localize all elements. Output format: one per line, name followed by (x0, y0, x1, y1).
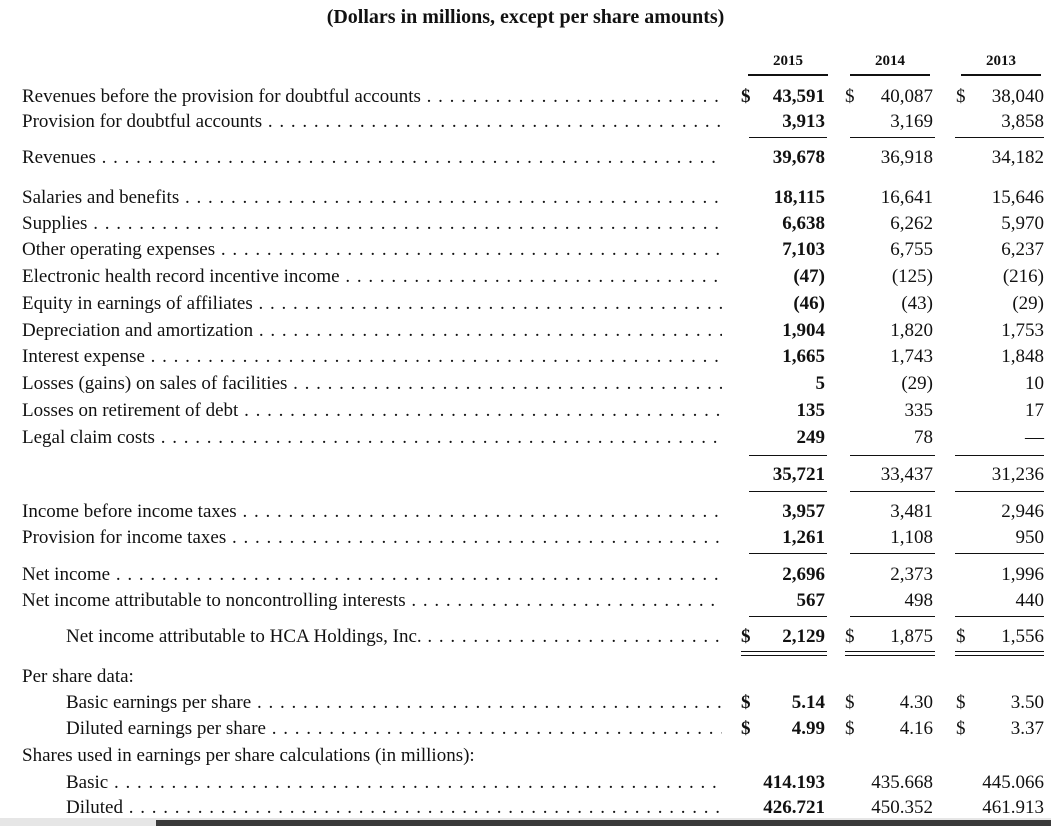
value-2013: 1,753 (1001, 320, 1044, 341)
row-basic-eps (22, 690, 1044, 715)
column-header-2013: 2013 (961, 52, 1041, 76)
row-label: Net income attributable to HCA Holdings, Inc. . . . (66, 624, 722, 649)
value-2014: 1,743 (890, 346, 933, 367)
value-2015: 43,591 (772, 86, 825, 107)
currency-symbol: $ (956, 86, 966, 107)
value-2015: 2,129 (782, 626, 825, 647)
value-2015: 249 (796, 427, 825, 448)
underline (850, 491, 935, 492)
underline (749, 491, 827, 492)
value-2014: 36,918 (880, 147, 933, 168)
double-underline (741, 651, 827, 656)
column-header-2014: 2014 (850, 52, 930, 76)
underline (850, 616, 935, 617)
value-2013: 2,946 (1001, 501, 1044, 522)
row-provision-income-taxes (22, 525, 1044, 550)
value-2013: 440 (1015, 590, 1044, 611)
column-header-2015: 2015 (748, 52, 828, 76)
row-label: Basic . . . (66, 770, 722, 795)
row-supplies (22, 211, 1044, 236)
value-2013: 6,237 (1001, 239, 1044, 260)
row-equity-in-earnings (22, 291, 1044, 316)
row-losses-retirement-debt (22, 398, 1044, 423)
row-provision-doubtful-accounts (22, 109, 1044, 134)
row-label: Net income . . . (22, 562, 722, 587)
currency-symbol: $ (741, 692, 751, 713)
value-2015: 7,103 (782, 239, 825, 260)
value-2013: 3,858 (1001, 111, 1044, 132)
row-shares-heading (22, 743, 1044, 768)
value-2014: (125) (891, 266, 933, 287)
row-revenues (22, 145, 1044, 170)
row-label: Legal claim costs . . . (22, 425, 722, 450)
value-2014: 6,262 (890, 213, 933, 234)
value-2014: 3,481 (890, 501, 933, 522)
underline (749, 137, 827, 138)
currency-symbol: $ (845, 718, 855, 739)
row-shares-diluted (22, 795, 1044, 820)
row-net-income (22, 562, 1044, 587)
row-per-share-heading (22, 664, 1044, 689)
underline (850, 553, 935, 554)
row-label: Per share data: (22, 666, 134, 687)
underline (955, 455, 1044, 456)
row-net-income-hca (22, 624, 1044, 649)
row-losses-gains-facilities (22, 371, 1044, 396)
row-label: Losses on retirement of debt . . . (22, 398, 722, 423)
value-2014: 78 (914, 427, 933, 448)
underline (749, 616, 827, 617)
currency-symbol: $ (956, 626, 966, 647)
row-legal-claim-costs (22, 425, 1044, 450)
underline (749, 553, 827, 554)
value-2014: 3,169 (890, 111, 933, 132)
row-label: Diluted . . . (66, 795, 722, 820)
underline (749, 455, 827, 456)
value-2013: 17 (1025, 400, 1044, 421)
value-2015: 567 (796, 590, 825, 611)
value-2013: 10 (1025, 373, 1044, 394)
value-2015: 135 (796, 400, 825, 421)
value-2013: 15,646 (991, 187, 1044, 208)
row-label: Basic earnings per share . . . (66, 690, 722, 715)
value-2014: 435.668 (871, 772, 933, 793)
value-2015: (47) (793, 266, 825, 287)
currency-symbol: $ (845, 626, 855, 647)
currency-symbol: $ (845, 86, 855, 107)
value-2014: 1,108 (890, 527, 933, 548)
value-2013: (29) (1012, 293, 1044, 314)
value-2014: 1,875 (890, 626, 933, 647)
double-underline (955, 651, 1044, 656)
row-label: Income before income taxes . . . (22, 499, 722, 524)
row-total-expenses (22, 462, 1044, 487)
page-title: (Dollars in millions, except per share amounts) (326, 6, 725, 28)
row-label: Shares used in earnings per share calculations (in millions): (22, 745, 475, 766)
value-2015: 6,638 (782, 213, 825, 234)
underline (955, 137, 1044, 138)
value-2013: 5,970 (1001, 213, 1044, 234)
value-2013: 38,040 (991, 86, 1044, 107)
row-label: Provision for doubtful accounts . . . (22, 109, 722, 134)
value-2014: 6,755 (890, 239, 933, 260)
value-2015: 39,678 (772, 147, 825, 168)
row-label: Losses (gains) on sales of facilities . . . (22, 371, 722, 396)
value-2013: 445.066 (982, 772, 1044, 793)
value-2014: 4.16 (899, 718, 933, 739)
row-label: Diluted earnings per share . . . (66, 716, 722, 741)
value-2015: 426.721 (763, 797, 825, 818)
row-revenues-before-provision (22, 84, 1044, 109)
row-income-before-taxes (22, 499, 1044, 524)
row-label: Electronic health record incentive income . . . (22, 264, 722, 289)
value-2013: (216) (1002, 266, 1044, 287)
row-salaries-benefits (22, 185, 1044, 210)
value-2015: 3,913 (782, 111, 825, 132)
value-2014: (29) (901, 373, 933, 394)
horizontal-scrollbar-thumb[interactable] (156, 820, 1051, 826)
underline (850, 137, 935, 138)
value-2014: 1,820 (890, 320, 933, 341)
value-2013: — (1025, 427, 1044, 448)
row-label: Supplies . . . (22, 211, 722, 236)
value-2015: 4.99 (791, 718, 825, 739)
value-2013: 3.50 (1010, 692, 1044, 713)
value-2013: 1,848 (1001, 346, 1044, 367)
currency-symbol: $ (956, 718, 966, 739)
value-2014: 40,087 (880, 86, 933, 107)
underline (955, 553, 1044, 554)
value-2015: 1,904 (782, 320, 825, 341)
row-label: Revenues . . . (22, 145, 722, 170)
row-other-operating-expenses (22, 237, 1044, 262)
value-2014: (43) (901, 293, 933, 314)
row-label: Depreciation and amortization . . . (22, 318, 722, 343)
value-2015: 1,665 (782, 346, 825, 367)
row-depreciation (22, 318, 1044, 343)
row-label: Equity in earnings of affiliates . . . (22, 291, 722, 316)
value-2014: 16,641 (880, 187, 933, 208)
value-2015: 414.193 (763, 772, 825, 793)
value-2014: 335 (904, 400, 933, 421)
underline (955, 616, 1044, 617)
currency-symbol: $ (741, 86, 751, 107)
currency-symbol: $ (741, 718, 751, 739)
row-label: Salaries and benefits . . . (22, 185, 722, 210)
row-label: Other operating expenses . . . (22, 237, 722, 262)
row-shares-basic (22, 770, 1044, 795)
row-interest-expense (22, 344, 1044, 369)
row-label: Interest expense . . . (22, 344, 722, 369)
value-2014: 450.352 (871, 797, 933, 818)
value-2015: 5.14 (791, 692, 825, 713)
row-label: Net income attributable to noncontrolling interests . . . (22, 588, 722, 613)
value-2014: 33,437 (880, 464, 933, 485)
value-2013: 1,996 (1001, 564, 1044, 585)
row-diluted-eps (22, 716, 1044, 741)
value-2013: 950 (1015, 527, 1044, 548)
row-label: Revenues before the provision for doubtful accounts . . . (22, 84, 722, 109)
value-2013: 31,236 (991, 464, 1044, 485)
row-label: Provision for income taxes . . . (22, 525, 722, 550)
value-2014: 4.30 (899, 692, 933, 713)
value-2015: 2,696 (782, 564, 825, 585)
underline (955, 491, 1044, 492)
double-underline (845, 651, 935, 656)
currency-symbol: $ (956, 692, 966, 713)
value-2014: 2,373 (890, 564, 933, 585)
value-2015: 18,115 (773, 187, 825, 208)
value-2013: 34,182 (991, 147, 1044, 168)
value-2015: 1,261 (782, 527, 825, 548)
value-2015: 35,721 (772, 464, 825, 485)
currency-symbol: $ (845, 692, 855, 713)
value-2015: (46) (793, 293, 825, 314)
underline (850, 455, 935, 456)
row-noncontrolling-interests (22, 588, 1044, 613)
value-2013: 461.913 (982, 797, 1044, 818)
value-2013: 1,556 (1001, 626, 1044, 647)
value-2014: 498 (904, 590, 933, 611)
value-2015: 3,957 (782, 501, 825, 522)
value-2015: 5 (815, 373, 825, 394)
currency-symbol: $ (741, 626, 751, 647)
value-2013: 3.37 (1010, 718, 1044, 739)
row-ehr-incentive-income (22, 264, 1044, 289)
